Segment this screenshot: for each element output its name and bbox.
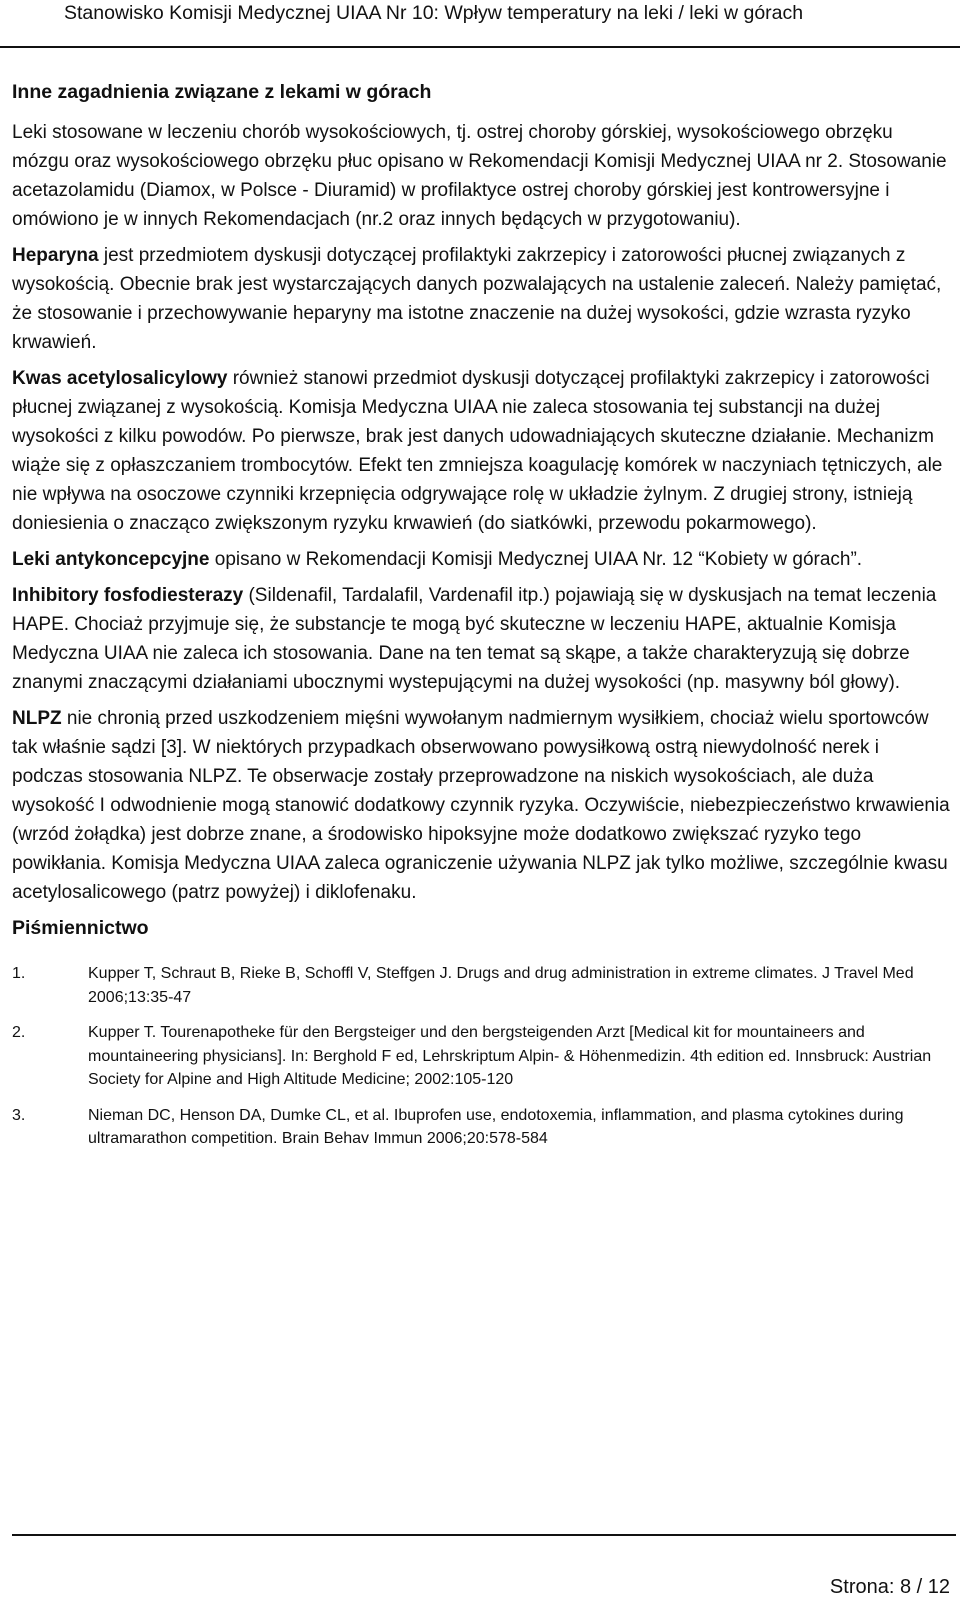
reference-item <box>12 1104 952 1151</box>
page-number: Strona: 8 / 12 <box>829 1576 950 1598</box>
section-title: Inne zagadnienia związane z lekami w górach <box>12 81 432 103</box>
footer-divider <box>12 1534 956 1536</box>
header-title: Stanowisko Komisji Medycznej UIAA Nr 10: Wpływ temperatury na leki / leki w górach <box>64 2 804 24</box>
paragraph-drugs-altitude <box>12 118 952 234</box>
paragraph-lead: Inhibitory fosfodiesterazy <box>12 585 244 606</box>
paragraph-lead: NLPZ <box>12 708 62 729</box>
paragraph-lead: Leki antykoncepcyjne <box>12 549 210 570</box>
paragraph-lead: Heparyna <box>12 245 99 266</box>
references-list <box>12 962 952 1151</box>
reference-item <box>12 1021 952 1092</box>
paragraph-contraceptives <box>12 545 952 574</box>
paragraph-pde-inhibitors <box>12 581 952 697</box>
references-title: Piśmiennictwo <box>12 917 149 939</box>
paragraph-lead: Kwas acetylosalicylowy <box>12 368 228 389</box>
reference-text: Kupper T. Tourenapotheke für den Bergsteiger und den bergsteigenden Arzt [Medical kit for mountaineers and mountaineering physicians]. In: Berghold F ed, Lehrskriptum Alpin- & Höhenmedizin. 4th edition ed. Innsbruck: Austrian Society for Alpine and High Altitude Medicine; 2002:105-120 <box>88 1024 932 1088</box>
paragraph-text: nie chronią przed uszkodzeniem mięśni wywołanym nadmiernym wysiłkiem, chociaż wielu sportowców tak właśnie sądzi [3]. W niektórych przypadkach obserwowano powysiłkową ostrą niewydolność nerek i podczas stosowania NLPZ. Te obserwacje zostały przeprowadzone na niskich wysokościach, ale duża wysokość I odwodnienie mogą stanowić dodatkowy czynnik ryzyka. Oczywiście, niebezpieczeństwo krwawienia (wrzód żołądka) jest dobrze znane, a środowisko hipoksyjne może dodatkowo zwiększać ryzyko tego powikłania. Komisja Medyczna UIAA zaleca ograniczenie używania NLPZ jak tylko możliwe, szczególnie kwasu acetylosalicowego (patrz powyżej) i diklofenaku. <box>12 708 950 903</box>
paragraph-heparin <box>12 241 952 357</box>
reference-text: Nieman DC, Henson DA, Dumke CL, et al. Ibuprofen use, endotoxemia, inflammation, and plasma cytokines during ultramarathon competition. Brain Behav Immun 2006;20:578-584 <box>88 1106 904 1147</box>
page-header <box>0 0 960 48</box>
paragraph-text: jest przedmiotem dyskusji dotyczącej profilaktyki zakrzepicy i zatorowości płucnej związanych z wysokością. Obecnie brak jest wystarczających danych pozwalających na ustalenie zaleceń. Należy pamiętać, że stosowanie i przechowywanie heparyny ma istotne znaczenie na dużej wysokości, gdzie wzrasta ryzyko krwawień. <box>12 245 942 353</box>
reference-number: 1. <box>12 965 26 982</box>
reference-item <box>12 962 952 1009</box>
reference-number: 2. <box>12 1024 26 1041</box>
reference-number: 3. <box>12 1106 26 1124</box>
paragraph-text: (Sildenafil, Tardalafil, Vardenafil itp.) pojawiają się w dyskusjach na temat leczenia HAPE. Chociaż przyjmuje się, że substancje te mogą być skuteczne w leczeniu HAPE, aktualnie Komisja Medyczna UIAA nie zaleca ich stosowania. Dane na ten temat są skąpe, a także charakteryzują się dobrze znanymi znaczącymi działaniami ubocznymi wystepującymi na dużej wysokości (np. masywny ból głowy). <box>12 585 937 693</box>
paragraph-text: opisano w Rekomendacji Komisji Medycznej UIAA Nr. 12 “Kobiety w górach”. <box>209 549 863 570</box>
paragraph-text: również stanowi przedmiot dyskusji dotyczącej profilaktyki zakrzepicy i zatorowości płucnej związanej z wysokością. Komisja Medyczna UIAA nie zaleca stosowania tej substancji na dużej wysokości z kilku powodów. Po pierwsze, brak jest danych udowadniających skuteczne działanie. Mechanizm wiąże się z opłaszczaniem trombocytów. Efekt ten zmniejsza koagulację komórek w naczyniach tętniczych, ale nie wpływa na osoczowe czynniki krzepnięcia odgrywające rolę w układzie żylnym. Z drugiej strony, istnieją doniesienia o znacząco zwiększonym ryzyku krwawień (do siatkówki, przewodu pokarmowego). <box>12 368 943 534</box>
paragraph-text: Leki stosowane w leczeniu chorób wysokościowych, tj. ostrej choroby górskiej, wysokościowego obrzęku mózgu oraz wysokościowego obrzęku płuc opisano w Rekomendacji Komisji Medycznej UIAA nr 2. Stosowanie acetazolamidu (Diamox, w Polsce - Diuramid) w profilaktyce ostrej choroby górskiej jest kontrowersyjne i omówiono je w innych Rekomendacjach (nr.2 oraz innych będących w przygotowaniu). <box>12 122 947 230</box>
reference-text: Kupper T, Schraut B, Rieke B, Schoffl V, Steffgen J. Drugs and drug administration in extreme climates. J Travel Med 2006;13:35-47 <box>88 965 914 1006</box>
paragraph-aspirin <box>12 364 952 538</box>
document-body <box>12 78 952 1163</box>
paragraph-nsaids <box>12 704 952 907</box>
